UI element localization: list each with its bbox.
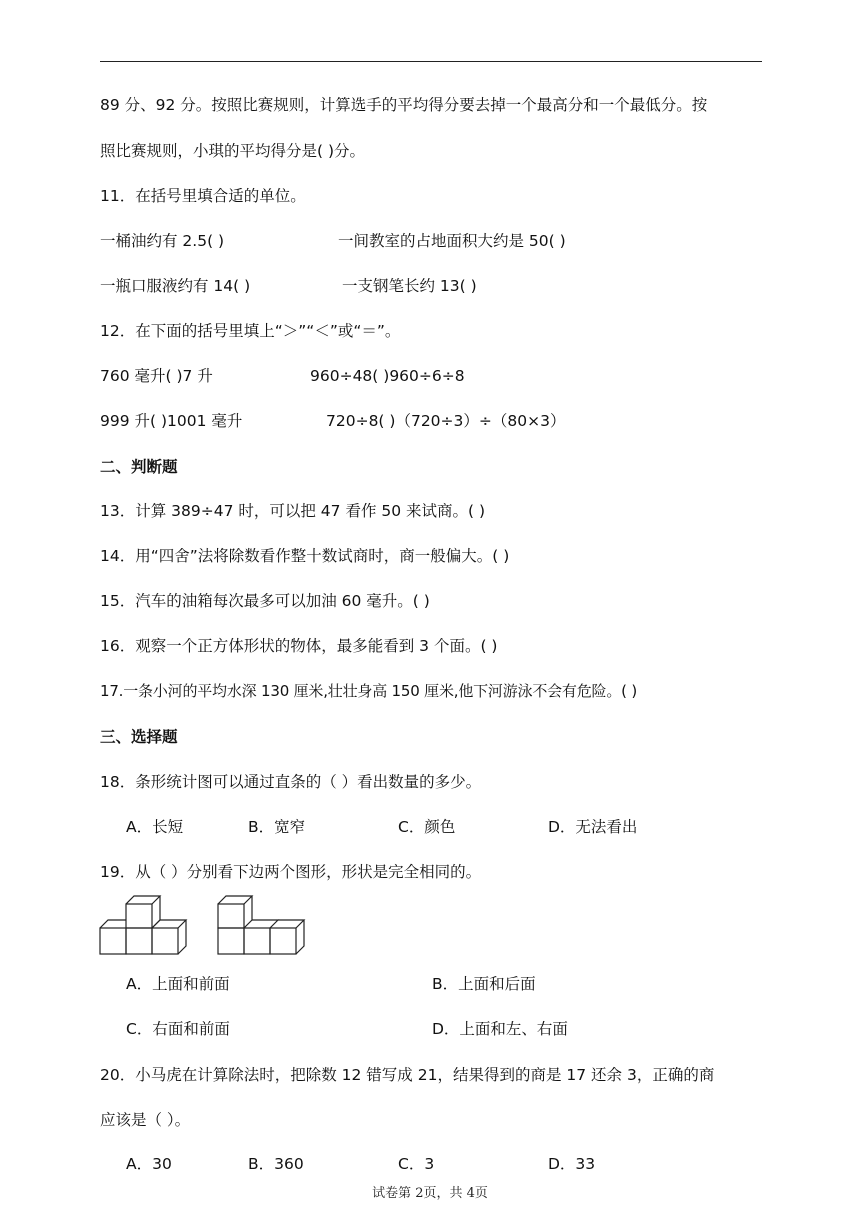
q11-oil-blank: 一桶油约有 2.5( ) xyxy=(100,232,225,250)
q18-option-a: A．长短 xyxy=(126,818,184,836)
q11-row-1 xyxy=(100,231,760,251)
cube-left-bottom-2 xyxy=(126,928,152,954)
q18-option-d: D．无法看出 xyxy=(548,818,638,836)
q18-stem: 18．条形统计图可以通过直条的（ ）看出数量的多少。 xyxy=(100,773,482,791)
q12-stem: 12．在下面的括号里填上“＞”“＜”或“＝”。 xyxy=(100,322,401,340)
cube-right-bottom-side xyxy=(296,920,304,954)
q14: 14．用“四舍”法将除数看作整十数试商时，商一般偏大。( ) xyxy=(100,547,510,565)
q19-option-b: B．上面和后面 xyxy=(432,975,536,993)
q19-option-c: C．右面和前面 xyxy=(126,1020,230,1038)
q20-stem-line-1: 20．小马虎在计算除法时，把除数 12 错写成 21，结果得到的商是 17 还余 3，正确的商 xyxy=(100,1066,715,1084)
cube-left-top-top xyxy=(126,896,160,904)
section-2-title: 二、判断题 xyxy=(100,458,178,476)
cube-left-bottom-top-b xyxy=(152,920,186,928)
cube-right-bottom-top-a xyxy=(252,920,278,928)
q18-option-c: C．颜色 xyxy=(398,818,456,836)
q18-option-b: B．宽窄 xyxy=(248,818,306,836)
cube-right-top-front xyxy=(218,904,244,928)
cube-figures xyxy=(98,892,310,958)
q12-compare-2: 960÷48( )960÷6÷8 xyxy=(310,367,465,385)
cube-right-top-top xyxy=(218,896,252,904)
q15: 15．汽车的油箱每次最多可以加油 60 毫升。( ) xyxy=(100,592,430,610)
cube-figure-left xyxy=(100,896,186,954)
cube-left-top-front xyxy=(126,904,152,928)
q19-option-d: D．上面和左、右面 xyxy=(432,1020,568,1038)
q19-stem: 19．从（ ）分别看下边两个图形，形状是完全相同的。 xyxy=(100,863,482,881)
q16: 16．观察一个正方体形状的物体，最多能看到 3 个面。( ) xyxy=(100,637,498,655)
q20-option-d: D．33 xyxy=(548,1155,596,1173)
cube-left-bottom-side xyxy=(178,920,186,954)
cube-left-bottom-top-a xyxy=(100,920,126,928)
q10-line-2: 照比赛规则，小琪的平均得分是( )分。 xyxy=(100,142,366,160)
cube-figure-right xyxy=(218,896,304,954)
q20-option-b: B．360 xyxy=(248,1155,304,1173)
q17: 17.一条小河的平均水深 130 厘米,壮壮身高 150 厘米,他下河游泳不会有危险。( ) xyxy=(100,682,637,700)
section-3-title: 三、选择题 xyxy=(100,728,178,746)
page-footer: 试卷第 2页，共 4页 xyxy=(372,1186,488,1201)
cube-right-bottom-3 xyxy=(270,928,296,954)
q10-line-1: 89 分、92 分。按照比赛规则，计算选手的平均得分要去掉一个最高分和一个最低分。按 xyxy=(100,96,708,114)
cube-left-bottom-3 xyxy=(152,928,178,954)
q11-liquid-blank: 一瓶口服液约有 14( ) xyxy=(100,277,251,295)
cube-right-bottom-top-b xyxy=(278,920,304,928)
q12-row-1 xyxy=(100,366,760,386)
q11-pen-blank: 一支钢笔长约 13( ) xyxy=(342,277,477,295)
q12-row-2 xyxy=(100,411,760,431)
q12-compare-4: 720÷8( )（720÷3）÷（80×3） xyxy=(326,412,566,430)
q12-compare-1: 760 毫升( )7 升 xyxy=(100,367,213,385)
q20-option-c: C．3 xyxy=(398,1155,435,1173)
q11-stem: 11．在括号里填合适的单位。 xyxy=(100,187,306,205)
cube-right-bottom-1 xyxy=(218,928,244,954)
cube-left-bottom-1 xyxy=(100,928,126,954)
cube-right-bottom-2 xyxy=(244,928,270,954)
q13: 13．计算 389÷47 时，可以把 47 看作 50 来试商。( ) xyxy=(100,502,486,520)
q11-classroom-blank: 一间教室的占地面积大约是 50( ) xyxy=(338,232,566,250)
q20-stem-line-2: 应该是（ ）。 xyxy=(100,1111,191,1129)
q12-compare-3: 999 升( )1001 毫升 xyxy=(100,412,243,430)
q20-option-a: A．30 xyxy=(126,1155,172,1173)
header-rule xyxy=(100,61,762,62)
q19-option-a: A．上面和前面 xyxy=(126,975,230,993)
q11-row-2 xyxy=(100,276,760,296)
